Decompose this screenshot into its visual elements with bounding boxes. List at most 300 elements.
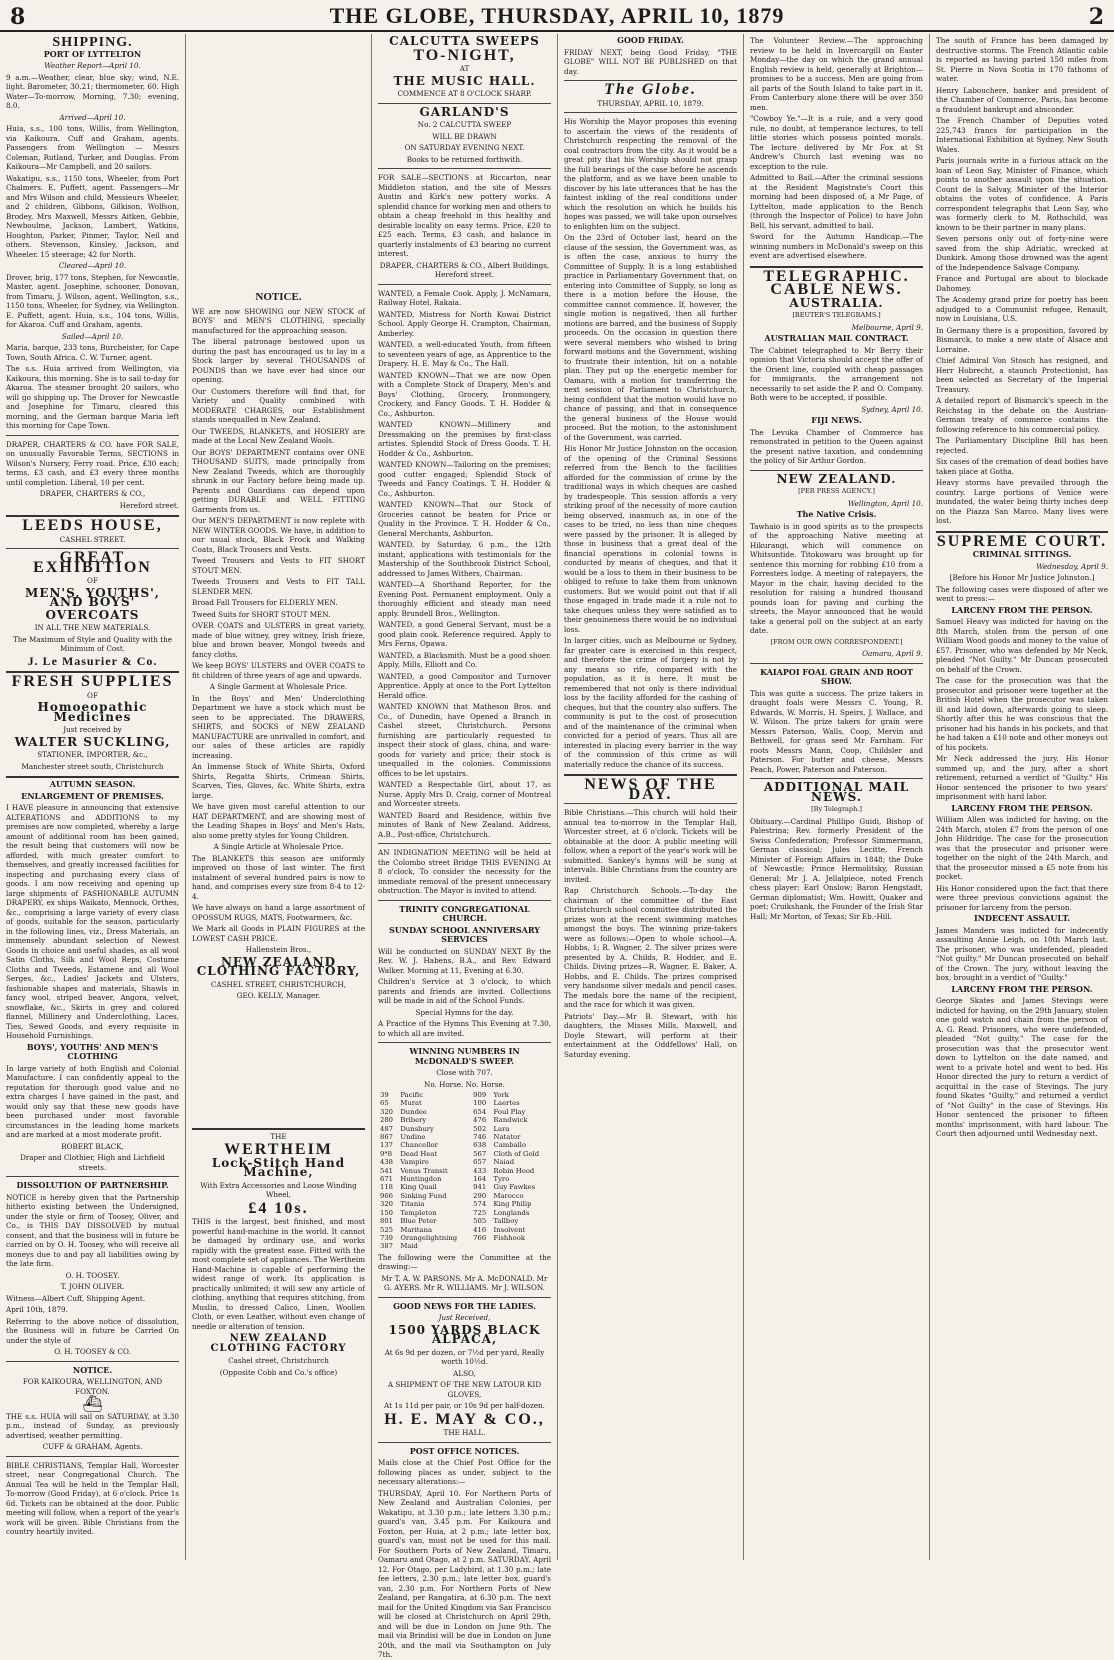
alpaca-heading: 1500 YARDS BLACK ALPACA, [388, 1322, 541, 1347]
customers-text: Our Customers therefore will find that, for Variety and Quality combined with MODERATE CHARGES, our Establishment stands unequalled in New Zealand. [192, 386, 365, 424]
notice-heading-2: NOTICE. [255, 291, 302, 303]
sweep-cell: Natator [493, 1133, 521, 1142]
underclothing-text: In the Boys' and Men' Underclothing Department we have a stock which must be seen to be appreciated. The DRAWERS, SHIRTS, and SOCKS of NEW ZEALAND MANUFACTURE are unrivalled in comfort, and our sales of these articles are rapidly increasing. [192, 693, 365, 760]
admitted-bail: Admitted to Bail.—After the criminal sessions at the Resident Magistrate's Court this morning had been disposed of, a Mr Page, of Lyttelton, made application to the Bench (through the Inspector of Police) to have John Bell, his servant, admitted to bail. [750, 173, 923, 230]
bible-christians-ad: BIBLE CHRISTIANS, Templar Hall, Worcester street, near Congregational Church. The Annual Tea will be held in the Templar Hall, To-morrow (Good Friday), at 6 o'clock. Price 1s 6d. Tickets can be obtained at the door. Public meeting will follow, when a report of the year's work will be given. Bible Christians from the country heartily invited. [6, 1460, 179, 1536]
reuters-label: [REUTER'S TELEGRAMS.] [792, 311, 881, 319]
committee-text: The following were the Committee at the drawing:— [378, 1252, 551, 1272]
page-number-right: 2 [1088, 4, 1104, 30]
editorial-date: THURSDAY, APRIL 10, 1879. [597, 98, 704, 108]
robert-black-address: Draper and Clothier, High and Lichfield streets. [20, 1153, 165, 1172]
tweeds-text: Our TWEEDS, BLANKETS, and HOSIERY are made at the Local New Zealand Wools. [192, 426, 365, 445]
sweep-row [378, 1125, 551, 1133]
editorial-paragraph-3: His Honor Mr Justice Johnston on the occasion of the opening of the Criminal Sessions referred from the Bench to the facilities afforded for the commission of crime by the traditional ways in which cheques are cashed by tradespeople. This session affords a very striking proof of the necessity of more caution being observed, inasmuch as, in one of the cases to be tried, no less than nine cheques were passed by the prisoner. It is alleged by those in business that a great deal of the financial operations in colonial towns is conducted by means of cheques, and that it would be a loss to them in their business to be obliged to refuse to take them from unknown customers. But we would point out that if all those engaged in trade made it a rule not to take cheques unless they were satisfied as to their genuineness there would be no individual loss. [564, 444, 737, 634]
australia-heading: AUSTRALIA. [789, 295, 884, 310]
foreign-news-2: Henry Labouchere, banker and president of the Chamber of Commerce, Paris, has become a fraudulent bankrupt and absconder. [936, 85, 1108, 114]
sweep-cell: 525 [380, 1225, 393, 1234]
sweep-cell: Dead Heat [400, 1149, 438, 1158]
sweep-cell: 476 [473, 1116, 487, 1125]
sweep-cell: Cloth of Gold [493, 1149, 540, 1158]
the-label: THE [270, 1131, 287, 1141]
sweep-cell: 433 [473, 1166, 487, 1175]
sweep-cell [471, 1242, 491, 1250]
foreign-news-12: Six cases of the cremation of dead bodies have taken place at Gotha. [936, 457, 1108, 476]
sweep-cell: 118 [380, 1183, 393, 1192]
sweep-cell: Orangelightning [400, 1233, 458, 1242]
sweep-row [378, 1242, 551, 1250]
sword-handicap: Sword for the Autumn Handicap.—The winning numbers in McDonald's sweep on this event are advertised elsewhere. [750, 232, 923, 260]
foreign-news-8: In Germany there is a proposition, favored by Bismarck, to make a new state of Alsace and Lorraine. [936, 325, 1108, 354]
sweep-cell: York [493, 1091, 509, 1099]
keep-ulsters-text: We keep BOYS' ULSTERS and OVER COATS to fit children of three years of age and upwards. [192, 661, 365, 680]
arrived-heading: Arrived—April 10. [59, 112, 126, 122]
sweep-cell: 801 [380, 1217, 393, 1226]
sweep-cell: Insolvent [493, 1225, 526, 1234]
toosey-co: O. H. TOOSEY & CO. [54, 1347, 131, 1356]
sydney-dateline: Sydney, April 10. [861, 404, 923, 414]
referring-text: Referring to the above notice of dissolution, the Business will in future be Carried On under the style of [6, 1316, 179, 1345]
sweep-cell: 541 [380, 1166, 393, 1175]
cashel-street-christchurch: CASHEL STREET, CHRISTCHURCH, [210, 979, 347, 989]
page-title: THE GLOBE, THURSDAY, APRIL 10, 1879 [329, 3, 785, 28]
enlargement-text: I HAVE pleasure in announcing that extensive ALTERATIONS and ADDITIONS to my premises are now completed, whereby a large amount of additional room has been gained, the result being that customers will now be afforded, with much greater comfort to themselves, and greatly increased facilities for inspecting and purchasing every class of goods. I am now receiving and opening up large shipments of FASHIONABLE AUTUMN DRAPERY, ex ships Waikato, Mennock, Orthes, &c., comprising a large variety of every class of goods, suitable for the season, particularly in the following lines, viz., Dress Materials, an immensely abundant selection of Newest Goods in choice and useful shades, as all wool Satin Cloths, Silk and Wool Reps, Costume Cloths and Tweeds, Estamene and all Wool Serges, &c., Ladies' Jackets and Ulsters, fashionable shapes and materials, Shawls in fancy wool, striped beaver, Angora, velvet, snowflake, &c., Skirts in grey and colored flannel, Millinery and Underclothing, Laces, Ties, Sewed Goods, and every requisite in Household Furnishings. [6, 803, 179, 1040]
news-of-the-day-heading: NEWS OF THE DAY. [584, 776, 717, 803]
wanted-known-groceries: WANTED KNOWN—That our Stock of Groceries cannot be beaten for Price or Quality in the Province. T. H. Hodder & Co., General Merchants, Ashburton. [378, 500, 551, 538]
plain-figures-text: We Mark all Goods in PLAIN FIGURES at the LOWEST CASH PRICE. [192, 924, 365, 943]
wanted-mastership: WANTED, by Saturday, 6 p.m., the 12th instant, applications with testimonials for the Mastership of the Southbrook District School, addressed to James Withers, Chairman. [378, 540, 551, 578]
sweep-cell: Venus Transit [400, 1166, 448, 1175]
sweep-cell: 9*8 [380, 1149, 393, 1158]
masthead [0, 0, 1114, 32]
boys-clothing-heading: BOYS', YOUTHS' AND MEN'S CLOTHING [26, 1041, 159, 1061]
editorial-paragraph-1: His Worship the Mayor proposes this evening to ascertain the views of the residents of Christchurch respecting the removal of the coal contractors from the city. As it would be a great pity that his Worship should not grasp the full bearings of the case before he ascends the platform, and as we have been unable to discover by his late utterances that he has the faintest inkling of the real conditions under which the resolution on which he builds his hopes was passed, we will take upon ourselves to enlighten him on the subject. [564, 117, 737, 231]
the-globe-heading: The Globe. [604, 81, 697, 98]
press-agency-label: [PER PRESS AGENCY.] [798, 487, 875, 495]
sweep-cell: Randwick [493, 1116, 528, 1125]
wanted-board: WANTED Board and Residence, within five minutes of Bank of New Zealand. Address, A.B., Post-office, Christchurch. [378, 810, 551, 839]
nz-clothing-factory-2: NEW ZEALAND CLOTHING FACTORY [210, 1333, 347, 1354]
aus-mail-heading: AUSTRALIAN MAIL CONTRACT. [764, 333, 909, 343]
tonight-heading: TO-NIGHT, [413, 46, 516, 64]
telegraphic-heading: TELEGRAPHIC. [763, 267, 910, 285]
sweep-row [378, 1116, 551, 1124]
wanted-known-matheson: WANTED KNOWN that Matheson Bros. and Co., of Dunedin, have Opened a Branch in Cashel street, Christchurch. Persons furnishing are particularly requested to inspect their stock of glass, china, and ware-goods for variety and price; their stock is unequalled in the colonies. Commissions offices to be let upstairs. [378, 702, 551, 778]
wanted-known-open: WANTED KNOWN—That we are now Open with a Complete Stock of Drapery, Men's and Boys' Clothing, Grocery, Ironmongery, Crockery, and Fancy Goods. T. H. Hodder & Co., Ashburton. [378, 370, 551, 418]
enlargement-heading: ENLARGEMENT OF PREMISES. [21, 790, 164, 801]
hallenstein-bros: Hallenstein Bros., [245, 945, 312, 954]
cashel-street-2: Cashel street, Christchurch [228, 1356, 329, 1365]
kaikoura-route: FOR KAIKOURA, WELLINGTON, AND FOXTON. [22, 1377, 163, 1396]
committee-names: Mr T. A. W. PARSONS. Mr A. McDONALD. Mr G. AYERS. Mr R. WILLIAMS. Mr J. WILSON. [381, 1273, 548, 1293]
sweep-cell: 65 [380, 1099, 389, 1108]
foreign-news-4: Paris journals write in a furious attack on the loan of Leon Say, Minister of Finance, which points to another assault upon the situation. Count de la Salvay, Minister of the Interior obtains the votes of confidence. A Paris correspondent telegraphs that Leon Say, who was formerly clerk to M. Rothschild, was known to be their partner in many plans. [936, 156, 1108, 232]
drapers-charters-2: DRAPER, CHARTERS & CO., Albert Buildings, Hereford street. [379, 260, 550, 279]
foreign-news-6: France and Portugal are about to blockade Dahomey. [936, 274, 1108, 293]
sweep-cell: 137 [380, 1141, 393, 1150]
sweep-cell: 638 [473, 1141, 487, 1150]
overcoats-heading: OVERCOATS [45, 607, 140, 622]
sweep-cell: Sinking Fund [400, 1191, 447, 1200]
court-case-1: Samuel Heavy was indicted for having on the 8th March, stolen from the person of one William Wood goods and money to the value of £57. Prisoner, who was defended by Mr Neck, pleaded "Not Guilty." Mr Duncan prosecuted on behalf of the Crown. [936, 617, 1108, 674]
tweed-suits-text: Tweed Suits for SHORT STOUT MEN. [192, 609, 331, 619]
supreme-court-heading: SUPREME COURT. [936, 532, 1108, 550]
geo-kelly-manager: GEO. KELLY, Manager. [236, 991, 321, 1000]
dated-line: April 10th, 1879. [6, 1305, 68, 1314]
column-1 [0, 34, 186, 1560]
sweep-cell: 502 [473, 1124, 487, 1133]
sweep-cell: Tyro [493, 1175, 510, 1184]
sweep-cell [492, 1242, 551, 1250]
sunday-children: Children's Service at 3 o'clock, to which parents and friends are invited. Collections will be made in aid of the School Funds. [378, 977, 551, 1005]
sweep-cell: 766 [473, 1233, 487, 1242]
drapers-ad: DRAPER, CHARTERS & CO. have FOR SALE, on unusually Favorable Terms, SECTIONS in Wilson's Nursery, Ferry road. Price, £30 each; terms, £3 cash, and £3 every three months until completion. Liberal, 10 per cent. [6, 439, 179, 487]
sweep-row [378, 1183, 551, 1191]
foreign-news-9: Chief Admiral Von Stosch has resigned, and Herr Hobrecht, a staunch Protectionist, has been selected as Secretary of the Imperial Treasury. [936, 356, 1108, 394]
liberal-patronage-text: The liberal patronage bestowed upon us during the past has encouraged us to lay in a Stock larger by several THOUSANDS of POUNDS than we have ever had since our opening. [192, 337, 365, 384]
sweep-row [378, 1133, 551, 1141]
sweep-cell: Naiad [493, 1158, 515, 1167]
nz-heading: NEW ZEALAND. [776, 471, 897, 486]
autumn-season-heading: AUTUMN SEASON. [49, 779, 136, 789]
he-may-heading: H. E. MAY & CO., [384, 1410, 545, 1428]
wednesday-dateline: Wednesday, April 9. [1036, 561, 1108, 571]
sweep-cell: Laertes [493, 1099, 520, 1108]
foreign-news-7: The Academy grand prize for poetry has been adjudged to a Communist refugee, Renault, now in Louisiana, U.S. [936, 295, 1108, 323]
foreign-news-13: Heavy storms have prevailed through the country. Large portions of Venice were inundated, the water being thirty inches deep on the Piazza San Marco. Many lives were lost. [936, 478, 1108, 525]
the-hall: THE HALL. [443, 1428, 486, 1438]
good-friday-heading: GOOD FRIDAY. [617, 35, 684, 45]
sweep-cell: 725 [473, 1208, 487, 1217]
tweeds-slender-text: Tweeds Trousers and Vests to FIT TALL SLENDER MEN. [192, 577, 365, 596]
books-returned: Books to be returned forthwith. [406, 154, 523, 164]
wanted-servant: WANTED, a good General Servant, must be a good plain cook. Reference required. Apply to Mrs Ferns, Opawa. [378, 620, 551, 648]
sweep-cell: Tallboy [493, 1217, 519, 1226]
nz-clothing-factory: NEW ZEALAND CLOTHING FACTORY, [196, 954, 361, 978]
weather-text: 9 a.m.—Weather, clear, blue sky; wind, N.E. light. Barometer, 30.21; thermometer, 60. High Water—To-morrow, Morning, 7.30; evening, 8.0. [6, 72, 179, 110]
sweep-cell: Chancellor [400, 1141, 438, 1150]
by-telegraph-label: [By Telegraph.] [811, 805, 862, 813]
additional-mail-text: Obituary.—Cardinal Phillipo Guidi, Bishop of Palestrina; Rev. formerly President of the Swiss Confederation; Professor Simmermann, German classical; Jules Lecitte, French Minister of Foreign Affairs in 1848; the Duke of Newcastle; Prince Hermolitsky, Russian General; Mr J. A. Jellalpiece, noted French chess player; Earl Onslow; Baron Hengstadt, German diplomatist; Wm. Howitt, Quaker and poet; Cruikshank, the Founder of the Irish Star Hall; Mr Morton, of Texas; Sir Eb.-Hill. [750, 816, 923, 921]
robert-black: ROBERT BLACK, [61, 1141, 124, 1151]
le-masurier-name: J. Le Masurier & Co. [27, 653, 158, 668]
dissolution-text: NOTICE is hereby given that the Partnership hitherto existing between the Undersigned, under the style or firm of Toosey, Oliver, and Co., is THIS DAY DISSOLVED by mutual consent, and that the business will in future be carried on by O. H. Toosey, who will receive all moneys due to and pay all liabilities owing by the late firm. [6, 1192, 179, 1268]
sweep-row [378, 1158, 551, 1166]
trinity-heading: TRINITY CONGREGATIONAL CHURCH. [399, 903, 530, 923]
sweep-cell: Guy Fawkes [493, 1183, 536, 1192]
latour-gloves: A SHIPMENT OF THE NEW LATOUR KID GLOVES, [387, 1380, 542, 1399]
just-received: Just received by [63, 725, 122, 734]
larceny-heading-1: LARCENY FROM THE PERSON. [951, 604, 1093, 615]
larceny-heading-3: LARCENY FROM THE PERSON. [951, 983, 1093, 994]
toosey-signature: O. H. TOOSEY. [65, 1270, 120, 1280]
court-case-2: The case for the prosecution was that the prosecutor and prisoner were together at the British Hotel when the prosecutor was taken ill and laid down, afterwards going to sleep. Shortly after this he was conscious that the prisoner had his hands in his pockets, and that he had taken a £10 note and other moneys out of his pockets. [936, 676, 1108, 752]
column-2 [186, 34, 372, 1560]
cowboy-ye: "Cowboy Ye."—It is a rule, and a very good rule, no doubt, at temperance lectures, to tell little stories which possess pointed morals. The lecture delivered by Mr Fox at St Andrew's Church last evening was no exception to the rule. [750, 114, 923, 171]
garlands-heading: GARLAND'S [419, 104, 510, 119]
sailed-text: Maria, barque, 233 tons, Burcheister, for Cape Town, South Africa. C. W. Turner, agent. [6, 343, 179, 362]
port-heading: PORT OF LYTTELTON [43, 48, 142, 59]
wanted-known-tailoring: WANTED KNOWN—Tailoring on the premises; good cutter engaged; Splendid Stock of Tweeds and Fancy Coatings. T. H. Hodder & Co., Ashburton. [378, 460, 551, 498]
editorial-paragraph-2: On the 23rd of October last, heard on the clause of the session, the Government was, as is often the case, anxious to hurry the Committee of Supply. It is a long established practice in Parliamentary Government that, on entering into Committee of Supply, so long as there is a motion before the House, the committee cannot commence. If, however, the single motion is negatived, then all further motions are barred, and the business of Supply proceeds. On the occasion in question there were several members who wished to bring forward motions and the Government, wishing to frustrate their intention, hit on a notable plan. They put up the energetic member for Oamaru, with a motion for transferring the next session of Parliament to Christchurch, being confident that the motion would have no chance of passing, and that in consequence the general business of the House would proceed. But the motion, to the astonishment of the Government, was carried. [564, 233, 737, 442]
sweep-cell: 320 [380, 1107, 393, 1116]
sweep-row [378, 1167, 551, 1175]
witness-line: Witness—Albert Cuff, Shipping Agent. [6, 1293, 146, 1303]
sweep-cell: Blue Peter [400, 1217, 437, 1226]
wertheim-description: THIS is the largest, best finished, and most powerful hand-machine in the world. It cannot be damaged by ordinary use, and works rapidly with the greatest ease. Fitted with the most complete set of appliances. The Wertheim Hand-Machine is capable of performing the widest range of work. Its application is practically unlimited; it will sew any article of clothing, anything that requires stitching, from Muslin, to dressed Calico, Linen, Woollen Cloth, or even Leather, without even change of needle or alteration of tension. [192, 1217, 366, 1331]
walter-suckling: WALTER SUCKLING, [14, 734, 171, 749]
sweep-row [378, 1099, 551, 1107]
calcutta-sweeps-heading: CALCUTTA SWEEPS [389, 34, 540, 48]
sweep-cell: Fishhook [493, 1233, 525, 1242]
stationer-label: STATIONER, IMPORTER, &c., [37, 750, 148, 759]
wanted-blacksmith: WANTED, a Blacksmith. Must be a good shoer. Apply, Mills, Elliott and Co. [378, 650, 551, 669]
hat-department-text: We have given most careful attention to our HAT DEPARTMENT, and are showing most of the Leading Shapes in Boys' and Men's Hats, also some pretty styles for Young Children. [192, 802, 365, 840]
sweep-cell: 739 [380, 1233, 393, 1242]
drapers-address: Hereford street. [119, 500, 179, 510]
additional-mail-heading: ADDITIONAL MAIL NEWS. [763, 780, 910, 804]
native-crisis-text: Tawhaio is in good spirits as to the prospects of the approaching Native meeting at Hikurangi, which will commence on Whitsuntide. Titokowaru was brought up for sentence this morning for robbing £10 from a Forresters lodge. A meeting of ratepayers, the Mayor in the chair, having decided to the resolution for raising a hundred thousand pounds loan for paving and curbing the streets, the Mayor announced that he would take a general poll on the subject at an early date. [750, 521, 923, 635]
sweep-cell: Vampire [400, 1158, 429, 1167]
sweep-cell: 290 [473, 1191, 487, 1200]
sweep-row [378, 1175, 551, 1183]
sweep-cell: King Quail [400, 1183, 437, 1192]
sweep-row [378, 1226, 551, 1234]
sweep-cell: 657 [473, 1158, 487, 1167]
wanted-nurse: WANTED a Respectable Girl, about 17, as Nurse. Apply Mrs D. Craig, corner of Montreal and Worcester streets. [378, 780, 551, 808]
sweep-cell: Maid [400, 1242, 418, 1251]
wanted-cook: WANTED, a Female Cook. Apply, J. McNamara, Railway Hotel, Rakaia. [378, 288, 551, 307]
sweep-cell: 100 [473, 1099, 487, 1108]
criminal-sittings-heading: CRIMINAL SITTINGS. [972, 549, 1072, 559]
dissolution-heading: DISSOLUTION OF PARTNERSHIP. [16, 1180, 169, 1190]
sweep-cell: 574 [473, 1200, 487, 1209]
sweep-row [378, 1209, 551, 1217]
sweep-cell: Dundee [400, 1107, 427, 1116]
at-label: AT [459, 64, 470, 73]
sunday-school-heading: SUNDAY SCHOOL ANNIVERSARY SERVICES [389, 924, 540, 944]
good-news-heading: GOOD NEWS FOR THE LADIES. [393, 1300, 536, 1311]
broad-fall-text: Broad Fall Trousers for ELDERLY MEN. [192, 598, 338, 607]
wanted-youth: WANTED, a well-educated Youth, from fifteen to seventeen years of age, as Apprentice to the Drapery. H. E. May & Co., The Hall. [378, 340, 551, 368]
drapers-signature: DRAPER, CHARTERS & CO., [39, 489, 146, 498]
single-garment-text: A Single Garment at Wholesale Price. [209, 682, 348, 691]
mails-close-text: Mails close at the Chief Post Office for the following places as under, subject to the necessary alterations:— [378, 1458, 551, 1487]
saturday-evening: ON SATURDAY EVENING NEXT. [404, 143, 525, 152]
cleared-heading: Cleared—April 10. [58, 261, 127, 270]
sweep-cell: Maritana [400, 1225, 433, 1234]
foreign-news-5: Seven persons only out of forty-nine were saved from the ship Adriatic, wrecked at Dunkirk. Among those drowned was the agent of the Independence Salvage Company. [936, 234, 1108, 272]
fiji-heading: FIJI NEWS. [811, 415, 862, 425]
foreign-news-1: The south of France has been damaged by destructive storms. The French Atlantic cable is reported as having parted 150 miles from St. Pierre in Nova Scotia in 170 fathoms of water. [936, 36, 1108, 83]
foreign-news-3: The French Chamber of Deputies voted 225,743 francs for participation in the International Exhibition at Sydney, New South Wales. [936, 116, 1108, 154]
mails-schedule: THURSDAY, April 10. For Northern Ports of New Zealand and Australian Colonies, per Wakatipu, at 3.30 p.m.; late letters 3.30 p.m.; guard's van, 3.45 p.m. For Kaikoura and Foxton, per Huia, at 2 p.m.; late letter box, guard's van, must not be used for this mail. For Southern Ports of New Zealand, Timaru, Oamaru and Otago, at 2 p.m. SATURDAY, April 12. For Otago, per Ladybird, at 1.30 p.m.; late fee letters, 2.30 p.m.; late letter box, guard's van, 2.30 p.m. For Northern Ports of New Zealand, per Rangatira, at 6.30 p.m. The next mail for the United Kingdom via San Francisco will be closed at Christchurch on April 29th, and will be due in London on June 9th. The mail via Brindisi will be due in London on June 20th, and the mail via Southampton on July 7th. [378, 1488, 551, 1660]
immense-stock-text: An Immense Stock of White Shirts, Oxford Shirts, Regatta Shirts, Crimean Shirts, Scarves, Ties, Gloves, &c. White Shirts, extra large. [192, 762, 365, 800]
news-item-1: Bible Christians.—This church will hold their annual tea to-morrow in the Templar Hall, Worcester street, at 6 o'clock. Tickets will be obtainable at the door. A public meeting will follow, when a report of the year's work will be submitted. Sankey's hymns will be sung at intervals. Bible Christians from the country are invited. [564, 808, 737, 884]
sweep-cell: 746 [473, 1133, 487, 1142]
new-stock-text: WE are now SHOWING our NEW STOCK of BOYS' and MEN'S CLOTHING, specially manufactured for the approaching season. [192, 306, 365, 335]
arrived-text: Huia, s.s., 100 tons, Willis, from Wellington, via Kaikoura. Cuff and Graham, agents. Passengers from Wellington — Messrs Coleman, Rutland, Turker, and Douglas. From Kaikoura—Mr Campbell, and 20 sailors. [6, 124, 179, 171]
foreign-news-10: A detailed report of Bismarck's speech in the Reichstag in the debate on the Austrian-German treaty of commerce contains the following reference to his commercial policy. [936, 396, 1108, 434]
sweep-cell: 966 [380, 1191, 393, 1200]
sweep-cell: 867 [380, 1133, 393, 1142]
disposed-text: The following cases were disposed of after we went to press:— [936, 584, 1108, 603]
alpaca-price: At 6s 9d per dozen, or 7½d per yard, Really worth 10½d. [384, 1347, 545, 1367]
sweep-cell: 387 [380, 1242, 393, 1251]
practice-hymns: A Practice of the Hymns This Evening at 7.30, to which all are invited. [378, 1019, 551, 1038]
huia-notice-text: THE s.s. HUIA will sail on SATURDAY, at 3.30 p.m., instead of Sunday, as previously advertised, weather permitting. [6, 1411, 179, 1440]
sweep-row [378, 1234, 551, 1242]
sweep-cell: Murat [400, 1099, 422, 1108]
opposite-cobb: (Opposite Cobb and Co.'s office) [219, 1367, 338, 1377]
sweep-cell: Templeton [400, 1208, 437, 1217]
good-friday-text: FRIDAY NEXT, being Good Friday, "THE GLOBE" WILL NOT BE PUBLISHED on that day. [564, 47, 737, 76]
sweep-cell: Robin Hood [493, 1166, 535, 1175]
fresh-supplies-heading: FRESH SUPPLIES [11, 673, 174, 690]
sweep-row [378, 1108, 551, 1116]
sweep-cell: Huntingdon [400, 1175, 442, 1184]
steamship-icon: ⛴ [82, 1394, 103, 1413]
sweep-cell: Bribery [400, 1116, 427, 1125]
sweep-cell: King Philip [493, 1200, 532, 1209]
larceny-heading-2: LARCENY FROM THE PERSON. [951, 802, 1093, 813]
sailed-heading: Sailed—April 10. [61, 331, 124, 341]
sweep-cell: 164 [473, 1175, 487, 1184]
new-materials: IN ALL THE NEW MATERIALS. [34, 623, 151, 632]
gloves-price: At 1s 11d per pair, or 10s 9d per half-dozen. [384, 1401, 545, 1411]
wellington-dateline: Wellington, April 10. [847, 498, 923, 508]
calcutta-sweep-2: No. 2 CALCUTTA SWEEP [417, 120, 512, 129]
sweep-cell: Lara [493, 1124, 510, 1133]
sweep-cell: 320 [380, 1200, 393, 1209]
sweep-row [378, 1091, 551, 1099]
music-hall: THE MUSIC HALL. [393, 73, 536, 88]
court-case-6: James Manders was indicted for indecently assaulting Annie Leigh, on 10th March last. The prisoner, who was undefended, pleaded "Not guilty." Mr Duncan prosecuted on behalf of the Crown. The jury, without leaving the box, brought in a verdict of "Guilty." [936, 925, 1108, 982]
court-case-4: William Allen was indicted for having, on the 24th March, stolen £7 from the person of one John Hildridge. The case for the prosecution was that the prosecutor and prisoner were together on the night of the 24th March, and that the prosecutor missed a £5 note from his pocket. [936, 815, 1108, 881]
sweep-table [378, 1091, 551, 1251]
opossum-text: We have always on hand a large assortment of OPOSSUM RUGS, MATS, Footwarmers, &c. [192, 903, 365, 922]
native-crisis-heading: The Native Crisis. [796, 509, 877, 519]
sweep-row [378, 1150, 551, 1158]
weather-heading: Weather Report—April 10. [44, 61, 141, 70]
editorial-paragraph-4: In larger cities, such as Melbourne or Sydney, far greater care is exercised in this respect, and therefore the crime of forgery is not by any means so rife, compared with the population, as it is here. It must be remembered that not only is there individual loss by the facility afforded for the cashing of cheques, but that the country also suffers. The community is put to the cost of prosecution and of the maintenance of the criminal when convicted for a period of years. Thus all are interested in placing every barrier in the way of the commission of this crime as will materially reduce the chance of its success. [564, 636, 737, 769]
sweep-cell: Longlands [493, 1208, 530, 1217]
cleared-text: Drover, brig, 177 tons, Stephen, for Newcastle, Master, agent. Josephine, schooner, Donovan, from Timaru, J. Wilson, agent. Wellington, s.s., 1150 tons, Wheeler, for Sydney, via Wellington. E. Puffett, agent. Huia, s.s., 104 tons, Willis, for Akaroa. Cuff and Graham, agents. [6, 272, 179, 329]
closes-with: Close with 707. [436, 1068, 493, 1077]
cuff-graham-agents: CUFF & GRAHAM, Agents. [42, 1442, 143, 1451]
column-3 [372, 34, 558, 1660]
sweep-cell: Titania [400, 1200, 425, 1209]
sweep-cell: 654 [473, 1107, 487, 1116]
sweep-row [378, 1217, 551, 1225]
shipping-notes: The s.s. Huia arrived from Wellington, via Kaikoura, this morning. She is to sail to-day for Akaroa. The steamer brought 20 sailors, who will go shipping up. The Drover for Newcastle and Josephine for Timaru, cleared this morning, and the German barque Maria left this morning for Cape Town. [6, 364, 179, 430]
wanted-mistress: WANTED, Mistress for North Kowai District School. Apply George H. Crampton, Chairman, Amberley. [378, 309, 551, 338]
shipping-heading: SHIPPING. [52, 35, 133, 50]
court-case-3: Mr Neck addressed the jury. His Honor summed up, and the jury, after a short retirement, returned a verdict of "Guilty." His Honor sentenced the prisoner to two years' imprisonment with hard labor. [936, 754, 1108, 801]
sweep-cell: Foul Play [493, 1107, 526, 1116]
single-article-text: A Single Article at Wholesale Price. [213, 842, 344, 851]
kaiapoi-heading: KAIAPOI FOAL GRAIN AND ROOT SHOW. [760, 666, 913, 686]
notice-heading-1: NOTICE. [72, 1364, 113, 1375]
leeds-street: CASHEL STREET. [59, 534, 126, 544]
sweep-cell: 416 [473, 1225, 487, 1234]
sweep-cell: 438 [380, 1158, 393, 1167]
cable-news-heading: CABLE NEWS. [770, 281, 903, 298]
sweep-cell: 150 [380, 1208, 393, 1217]
sweep-row [378, 1141, 551, 1149]
just-received-2: Just Received, [438, 1313, 491, 1323]
sweep-cell: 505 [473, 1217, 487, 1226]
sweep-cell: 941 [473, 1183, 487, 1192]
manchester-address: Manchester street south, Christchurch [21, 761, 164, 771]
arrived-text-2: Wakatipu, s.s., 1150 tons, Wheeler, from Port Chalmers. E. Puffett, agent. Passengers—Mr and Mrs Wilson and child, Messieurs Wheeler, and 2 children, Gibbons, Gilkison, Wolfson, Brodey, Mrs Maxwell, Messrs Aitken, Gebbie, Newboulme, Jackson, Lambert, Watkins, Houghton, Parker, Pinmer, Taylor, Neil and others. Stevenson, Kinsley, Jackson, and Wheeler. 15 steerage; 42 for North. [6, 173, 179, 259]
aus-mail-text: The Cabinet telegraphed to Mr Berry their opinion that Victoria should accept the offer of the Orient line, coupled with cheap passages for immigrants, the arrangement not necessarily to set aside the P. and O. Company. Both were to be accepted, if possible. [750, 345, 923, 402]
indecent-heading: INDECENT ASSAULT. [973, 913, 1071, 923]
wanted-compositor: WANTED, a good Compositor and Turnover Apprentice. Apply at once to the Port Lyttelton Herald office. [378, 671, 551, 700]
exhibition-heading: GREAT EXHIBITION [33, 549, 152, 576]
column-6 [930, 34, 1114, 1560]
sweep-cell: Undine [400, 1133, 426, 1142]
oamaru-dateline: Oamaru, April 9. [862, 649, 923, 658]
sweep-cell: Pacific [400, 1091, 424, 1099]
tweed-trousers-text: Tweed Trousers and Vests to FIT SHORT STOUT MEN. [192, 556, 365, 575]
wertheim-heading: WERTHEIM [224, 1141, 333, 1158]
news-item-2: Rap Christchurch Schools.—To-day the chairman of the committee of the East Christchurch school committee distributed the prizes won at the recent swimming matches amongst the boys. The winning prize-takers were as follows:—Open to whole school—A. Hobbs, 1; R. Wagner, 2. The silver prizes were presented by A. Childs, R. Hodder, and E. Childs. Diving prizes—R. Wagner, E. Baker, A. Hobbs, and E. Childs. The prizes comprised very handsome silver medals and pencil cases. The medals bore the name of the recipient, and the race for which it was given. [564, 886, 737, 1009]
sweep-cell: 39 [380, 1091, 389, 1099]
special-hymns: Special Hymns for the day. [415, 1007, 514, 1017]
foreign-news-11: The Parliamentary Discipline Bill has been rejected. [936, 436, 1108, 455]
lockstitch-heading: Lock-Stitch Hand Machine, [211, 1155, 346, 1179]
oliver-signature: T. JOHN OLIVER. [60, 1282, 125, 1291]
sweep-cell: 671 [380, 1175, 393, 1184]
of-label-2: OF [87, 690, 98, 700]
sweep-cell: 280 [380, 1116, 393, 1125]
column-5 [744, 34, 930, 1560]
court-case-5: His Honor considered upon the fact that there were three previous convictions against the prisoner for larceny from the person. [936, 883, 1108, 912]
of-label: OF [87, 576, 98, 585]
commence-time: COMMENCE AT 8 O'CLOCK SHARP. [397, 89, 532, 98]
mens-department-text: Our MEN'S DEPARTMENT is now replete with NEW WINTER GOODS. We have, in addition to our usual stock, Black Frock and Walking Coats, Black Trousers and Vests. [192, 516, 365, 554]
court-case-7: George Skates and James Stevings were indicted for having, on the 29th January, stolen one gold watch and chain from the person of A. G. Read. Prisoners, who were undefended, pleaded "Not guilty." The case for the prosecution was that the prosecutor went down to Lyttelton on the date named, and went to a private hotel and went to bed. His Honor directed the jury to return a verdict of acquittal in the case of Stevings. The jury found Skates "Guilty," and returned a verdict of "Not Guilty" in the case of Stevings. His Honor sentenced the prisoner to fifteen months' imprisonment, with hard labour. The Court then adjourned until Wednesday next. [936, 996, 1108, 1138]
post-office-heading: POST OFFICE NOTICES. [409, 1445, 520, 1456]
sweep-cell: Dunsbury [400, 1124, 434, 1133]
sweep-table-header: No. Horse. No. Horse. [424, 1079, 505, 1089]
news-item-3: Patriots' Day.—Mr B. Stewart, with his daughters, the Misses Mills, Maxwell, and Doyle Stewart, will perform at their entertainment at the Oddfellows' Hall, on Saturday evening. [564, 1011, 737, 1059]
over-coats-text: OVER COATS and ULSTERS in great variety, made of blue witney, grey witney, Irish frieze, blue and brown beaver, Mongol tweeds and fancy cloths. [192, 621, 365, 659]
wanted-known-millinery: WANTED KNOWN—Millinery and Dressmaking on the premises by first-class artistes. Splendid Stock of Dress Goods. T. H. Hodder & Co., Ashburton. [378, 420, 551, 458]
melbourne-dateline: Melbourne, April 9. [851, 322, 923, 332]
sweep-cell: 909 [473, 1091, 487, 1099]
boys-clothing-text: In large variety of both English and Colonial Manufacture. I can confidently appeal to the reputation for thorough good value and no extra charges I have gained in the past, and would only say that these new goods have been purchased under most favorable circumstances in the leading home markets and are marked at a most moderate profit. [6, 1063, 179, 1139]
own-correspondent-label: [FROM OUR OWN CORRESPONDENT.] [770, 637, 903, 646]
maximum-style: The Maximum of Style and Quality with the Minimum of Cost. [13, 634, 172, 653]
accessories-text: With Extra Accessories and Loose Winding Wheel, [200, 1180, 357, 1199]
will-be-drawn: WILL BE DRAWN [432, 131, 497, 141]
also-label: ALSO, [453, 1368, 476, 1378]
kaiapoi-text: This was quite a success. The prize takers in draught foals were Messrs C. Young, R. Edwards, W. Morris, H. Speirs, J. Wallace, and W. Wilson. The prize takers for grain were Messrs Paterson, Walls, Coop, Mervin and Bethwell, for grass seed Mr Farnham. For roots Messrs Mann, Coop, Childsler and Paterson. For butter and cheese, Messrs Peach, Power, Paterson and Paterson. [750, 688, 923, 774]
sweep-row [378, 1192, 551, 1200]
sweep-row [378, 1200, 551, 1208]
blankets-text: The BLANKETS this season are uniformly improved on those of last winter. The first instalment of several hundred pairs is now to hand, and comprises every size from 8-4 to 12-4. [192, 853, 365, 901]
fiji-text: The Levuka Chamber of Commerce has remonstrated in petition to the Queen against the present native taxation, and condemning the policy of Sir Arthur Gordon. [750, 427, 923, 465]
wanted-reporter: WANTED—A Shorthand Reporter, for the Evening Post. Permanent employment. Only a thoroughly efficient and steady man need apply. Brundell Bros., Wellington. [378, 580, 551, 618]
homoeopathic-heading: Homoeopathic Medicines [37, 700, 148, 724]
sweep-cell: 487 [380, 1124, 393, 1133]
for-sale-sections: FOR SALE—SECTIONS at Riccarton, near Middleton station, and the site of Messrs Austin and Kirk's new pottery works. A splendid chance for working men and others to obtain a cheap freehold in this healthy and desirable locality on easy terms. Price, £20 to £25 each. Terms, £3 cash, and balance in quarterly instalments of £3 bearing no current interest. [378, 173, 551, 258]
boys-department-text: Our BOYS' DEPARTMENT contains over ONE THOUSAND SUITS, made principally from New Zealand Tweeds, which are thoroughly shrunk in our Factory before being made up. Parents and Guardians can depend upon getting DURABLE and WELL FITTING Garments from us. [192, 447, 365, 514]
column-4 [558, 34, 744, 1560]
sunday-conducted: Will be conducted on SUNDAY NEXT By the Rev. W. J. Habens, B.A., and Rev. Edward Walker. Morning at 11, Evening at 6.30. [378, 946, 551, 975]
mens-youths-boys: MEN'S, YOUTHS', AND BOYS' [25, 585, 160, 609]
